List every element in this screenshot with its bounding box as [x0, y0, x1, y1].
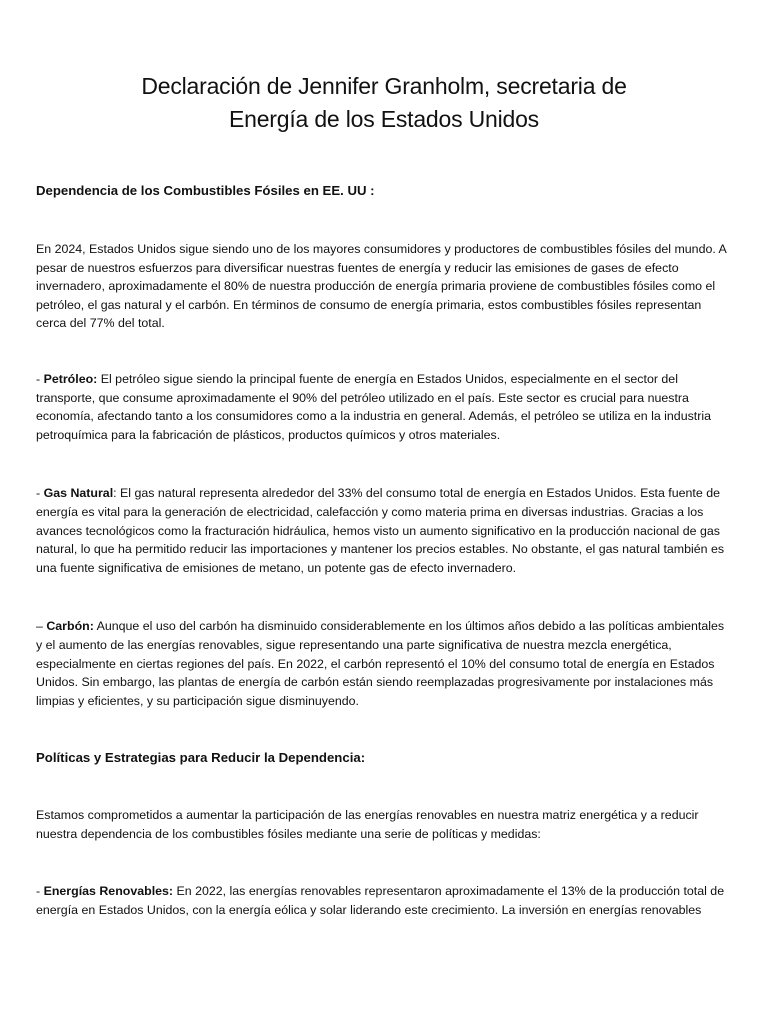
gas-natural-paragraph — [36, 484, 732, 577]
renovables-text: En 2022, las energías renovables representaron aproximadamente el 13% de la producción total de energía en Estados Unidos, con la energía eólica y solar liderando este crecimiento. La inversión en energías renovables — [36, 884, 725, 918]
petroleo-label: Petróleo: — [43, 371, 98, 386]
section-heading-dependencia: Dependencia de los Combustibles Fósiles en EE. UU : — [36, 183, 375, 198]
commitment-paragraph: Estamos comprometidos a aumentar la participación de las energías renovables en nuestra matriz energética y a reducir nuestra dependencia de los combustibles fósiles mediante una serie de políticas y medidas: — [36, 808, 699, 841]
petroleo-paragraph — [36, 370, 732, 444]
renovables-paragraph — [36, 882, 732, 919]
gas-label: Gas Natural — [43, 486, 114, 501]
title-line-2: Energía de los Estados Unidos — [228, 106, 539, 132]
carbon-prefix: – — [36, 619, 47, 634]
section-heading-politicas: Políticas y Estrategias para Reducir la Dependencia: — [36, 750, 366, 766]
title-line-1: Declaración de Jennifer Granholm, secretaria de — [141, 73, 627, 99]
renovables-prefix: - — [36, 884, 44, 899]
carbon-label: Carbón: — [46, 619, 94, 634]
petroleo-prefix: - — [36, 371, 44, 386]
intro-paragraph: En 2024, Estados Unidos sigue siendo uno de los mayores consumidores y productores de combustibles fósiles del mundo. A pesar de nuestros esfuerzos para diversificar nuestras fuentes de energía y reducir las emisiones de gases de efecto invernadero, aproximadamente el 80% de nuestra producción de energía primaria proviene de combustibles fósiles como el petróleo, el gas natural y el carbón. En términos de consumo de energía primaria, estos combustibles fósiles representan cerca del 77% del total. — [36, 242, 727, 331]
petroleo-text: El petróleo sigue siendo la principal fuente de energía en Estados Unidos, especialmente en el sector del transporte, que consume aproximadamente el 90% del petróleo utilizado en el país. Este sector es crucial para nuestra economía, afectando tanto a los consumidores como a la industria en general. Además, el petróleo se utiliza en la industria petroquímica para la fabricación de plásticos, productos químicos y otros materiales. — [36, 371, 711, 442]
gas-text: : El gas natural representa alrededor del 33% del consumo total de energía en Estados Unidos. Esta fuente de energía es vital para la generación de electricidad, calefacción y como materia prima en diversas industrias. Gracias a los avances tecnológicos como la fracturación hidráulica, hemos visto un aumento significativo en la producción nacional de gas natural, lo que ha permitido reducir las importaciones y mantener los precios estables. No obstante, el gas natural también es una fuente significativa de emisiones de metano, un potente gas de efecto invernadero. — [36, 486, 725, 575]
gas-prefix: - — [36, 486, 44, 501]
carbon-text: Aunque el uso del carbón ha disminuido considerablemente en los últimos años debido a las políticas ambientales y el aumento de las energías renovables, sigue representando una parte significativa de nuestra mezcla energética, especialmente en ciertas regiones del país. En 2022, el carbón representó el 10% del consumo total de energía en Estados Unidos. Sin embargo, las plantas de energía de carbón están siendo reemplazadas progresivamente por instalaciones más limpias y eficientes, y su participación sigue disminuyendo. — [36, 619, 725, 708]
renovables-label: Energías Renovables: — [43, 884, 174, 899]
carbon-paragraph — [36, 617, 732, 710]
document-title — [36, 70, 732, 136]
